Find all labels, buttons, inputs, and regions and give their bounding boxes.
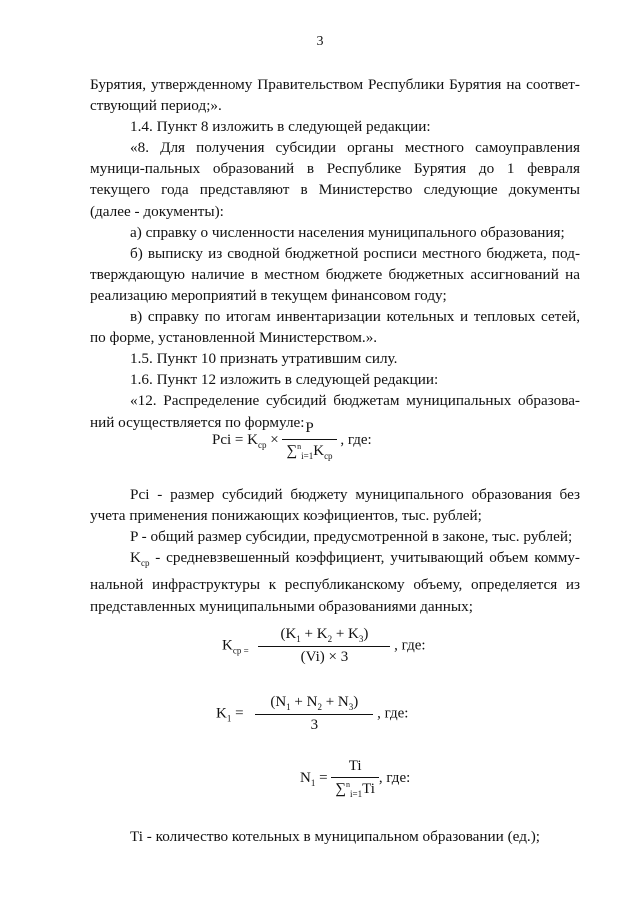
formula-kcp-where: , где: bbox=[394, 637, 426, 654]
formula-n1-numerator: Ti bbox=[348, 758, 362, 774]
formula-kcp-numerator: $(K_1 + K_2 + K_3)$ bbox=[280, 626, 369, 644]
paragraph-item-1-6: 1.6. Пункт 12 изложить в следующей редакции: bbox=[130, 371, 439, 389]
formula-kcp-fraction bbox=[258, 626, 390, 666]
formula-n1: $N_1$ = $\frac{Ti}{\sum^n_{i=1}Ti}$ , где: bbox=[300, 758, 411, 799]
formula-pci-fraction bbox=[282, 420, 336, 461]
formula-k1: $K_1$ = $\frac{(N_1 + N_2 + N_3)}{3}$ , где: bbox=[216, 694, 409, 733]
definition-p: P - общий размер субсидии, предусмотренной в законе, тыс. рублей; bbox=[130, 528, 573, 546]
paragraph-point-8: «8. Для получения субсидии органы местного самоуправления муници-пальных образований в Республике Бурятия до 1 февраля текущего года представляют в Министерство следующие документы (далее - документы): bbox=[90, 139, 580, 220]
definitions bbox=[90, 484, 580, 617]
formula-pci: Pci = $K_{cp}$ × $\frac{P}{\sum^n_{i=1}K_{cp}}$ , где: bbox=[212, 420, 372, 461]
formula-n1-denominator: ∑$^n_{i=1}$Ti bbox=[331, 777, 379, 799]
formula-n1-fraction bbox=[331, 758, 379, 799]
paragraph-item-b: б) выписку из сводной бюджетной росписи местного бюджета, под-тверждающую наличие в местном бюджете бюджетных ассигнований на реализацию мероприятий в текущем финансовом году; bbox=[90, 244, 580, 304]
formula-pci-where: , где: bbox=[340, 431, 372, 448]
paragraph-item-v: в) справку по итогам инвентаризации котельных и тепловых сетей, по форме, установленной Министерством.». bbox=[90, 308, 580, 347]
definition-pci: Pci - размер субсидий бюджету муниципального образования без учета применения понижающих коэфициентов, тыс. рублей; bbox=[90, 486, 580, 525]
definition-kcp: $K_{cp}$ - средневзвешенный коэффициент, учитывающий объем комму-нальной инфраструктуры к республиканскому объему, определяется из представленных муниципальными образованиями данных; bbox=[90, 549, 580, 615]
formula-k1-denominator: 3 bbox=[255, 714, 373, 734]
paragraph-item-a: а) справку о численности населения муниципального образования; bbox=[130, 223, 565, 241]
definitions-tail bbox=[90, 826, 580, 847]
paragraph-continuation: Бурятия, утвержденному Правительством Республики Бурятия на соответ-ствующий период;». bbox=[90, 76, 580, 115]
page-number: 3 bbox=[316, 34, 324, 49]
paragraph-item-1-4: 1.4. Пункт 8 изложить в следующей редакции: bbox=[130, 118, 431, 136]
definition-ti: Ti - количество котельных в муниципальном образовании (ед.); bbox=[130, 828, 541, 845]
formula-pci-denominator: $\sum^n_{i=1}K_{cp}$ bbox=[282, 439, 336, 461]
body-text bbox=[90, 74, 580, 433]
formula-pci-numerator: P bbox=[305, 420, 314, 436]
formula-kcp-denominator: (Vi) × 3 bbox=[258, 646, 390, 666]
paragraph-item-1-5: 1.5. Пункт 10 признать утратившим силу. bbox=[130, 350, 398, 368]
formula-k1-where: , где: bbox=[377, 705, 409, 722]
formula-pci-lhs: Pci = K bbox=[212, 431, 258, 448]
paragraph-point-12: «12. Распределение субсидий бюджетам муниципальных образова-ний осуществляется по формуле: bbox=[90, 392, 580, 431]
formula-k1-numerator: $(N_1 + N_2 + N_3)$ bbox=[270, 694, 359, 712]
formula-kcp: $K_{cp =}$ $\frac{(K_1 + K_2 + K_3)}{(Vi) \times 3}$ , где: bbox=[222, 626, 426, 665]
formula-k1-fraction bbox=[255, 694, 373, 734]
formula-n1-where: , где: bbox=[378, 769, 411, 786]
